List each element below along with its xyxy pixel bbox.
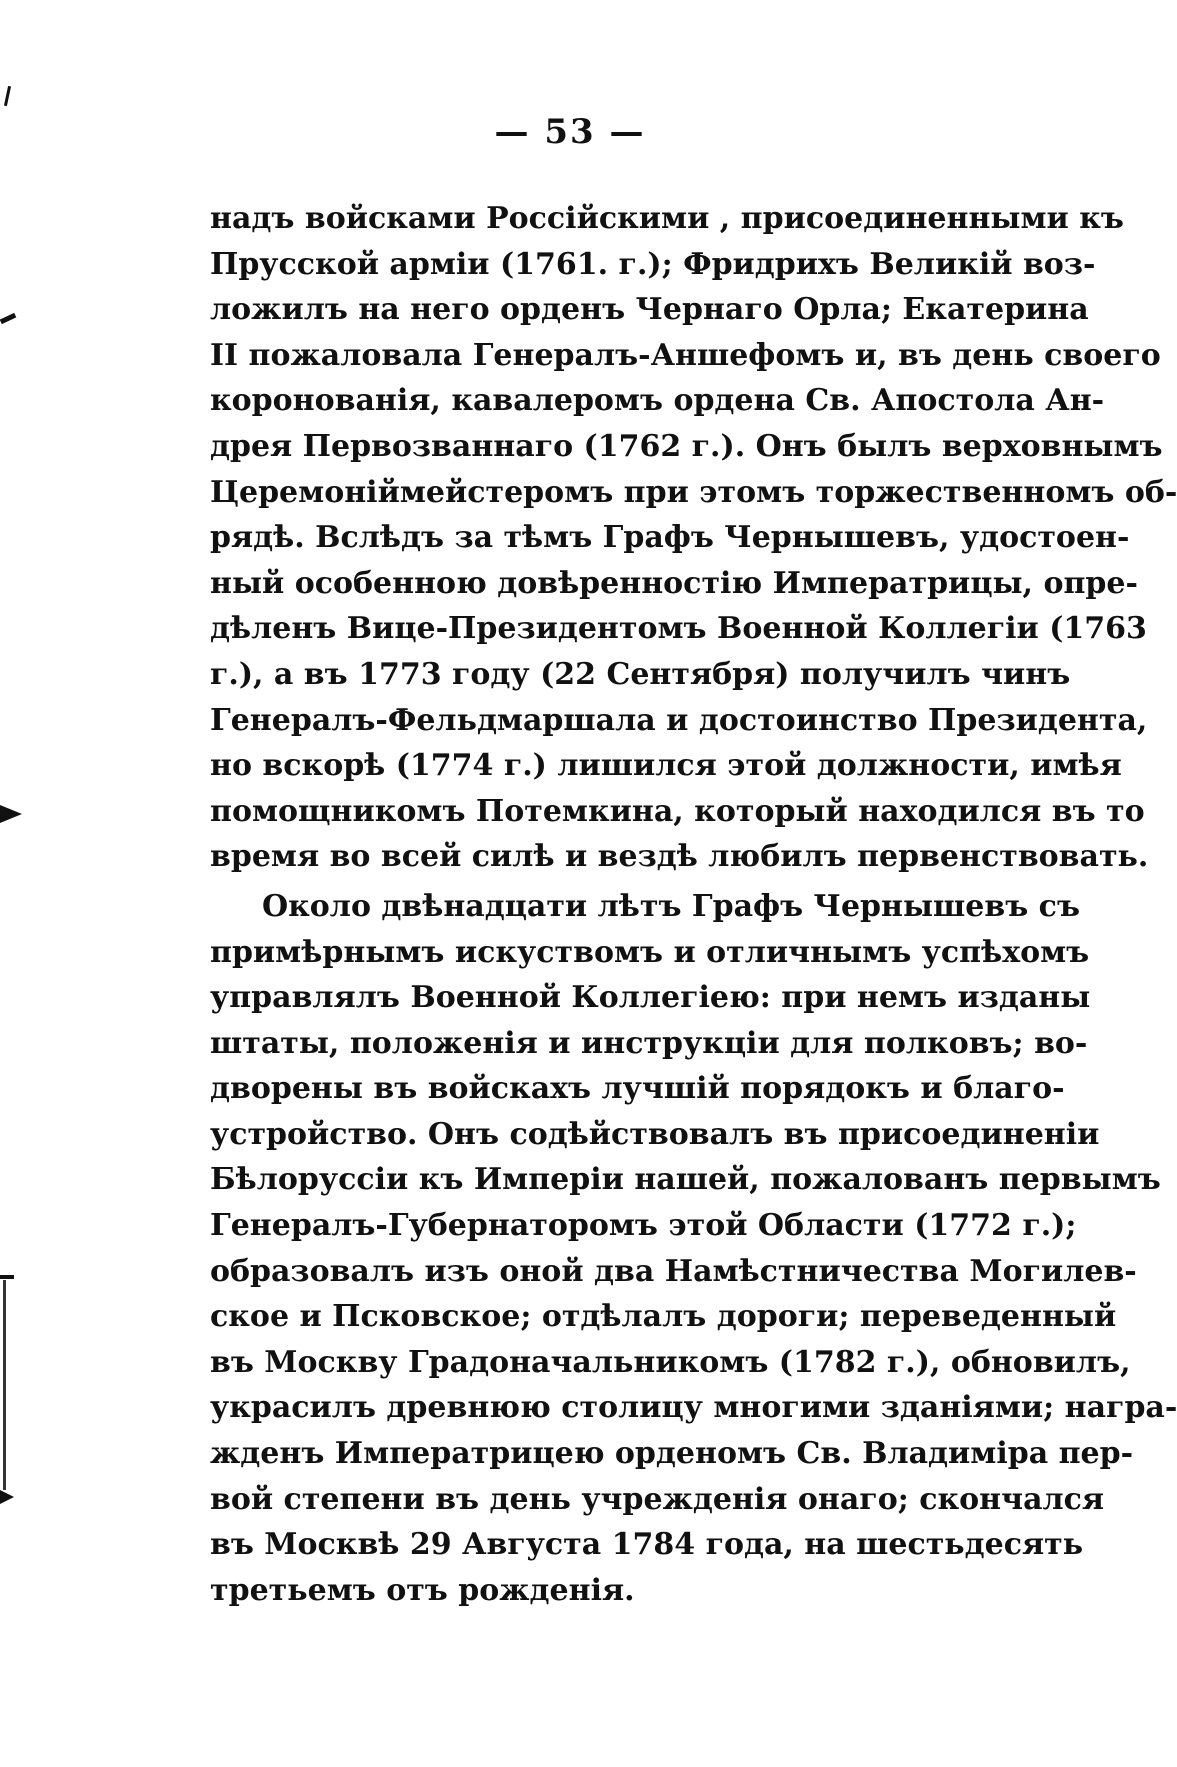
text-line: время во всей силѣ и вездѣ любилъ первенствовать. [210,839,1149,875]
text-line: въ Москву Градоначальникомъ (1782 г.), обновилъ, [210,1344,1131,1380]
text-line: но вскорѣ (1774 г.) лишился этой должности, имѣя [210,748,1122,784]
text-line: Генералъ-Фельдмаршала и достоинство Президента, [210,702,1148,738]
text-line: ложилъ на него орденъ Чернаго Орла; Екатерина [210,292,1089,328]
paragraph-2 [210,884,1177,1614]
text-line: рядѣ. Вслѣдъ за тѣмъ Графъ Чернышевъ, удостоен- [210,520,1130,556]
text-line: дрея Первозваннаго (1762 г.). Онъ былъ верховнымъ [210,428,1163,464]
text-line: устройство. Онъ содѣйствовалъ въ присоединеніи [210,1116,1100,1152]
text-line: вой степени въ день учрежденія онаго; скончался [210,1481,1105,1517]
text-line: дѣленъ Вице-Президентомъ Военной Коллегіи (1763 [210,611,1147,647]
text-line: дворены въ войскахъ лучшій порядокъ и благо- [210,1071,1065,1107]
body-text [210,196,1177,1613]
text-line: Около двѣнадцати лѣтъ Графъ Чернышевъ съ [262,888,1080,924]
text-line: примѣрнымъ искуствомъ и отличнымъ успѣхомъ [210,934,1090,970]
scan-mark [3,1280,6,1490]
scan-mark [0,1275,14,1279]
text-line: штаты, положенія и инструкціи для полковъ; во- [210,1025,1088,1061]
text-line: ское и Псковское; отдѣлалъ дороги; переведенный [210,1299,1117,1335]
text-line: Прусской арміи (1761. г.); Фридрихъ Великій воз- [210,246,1096,282]
text-line: г.), а въ 1773 году (22 Сентября) получилъ чинъ [210,656,1071,692]
paragraph-1 [210,196,1177,880]
text-line: Церемоніймейстеромъ при этомъ торжественномъ об- [210,474,1177,510]
scan-mark [0,1490,14,1504]
text-line: третьемъ отъ рожденія. [210,1572,635,1608]
text-line: ный особенною довѣренностію Императрицы, опре- [210,565,1138,601]
text-line: управлялъ Военной Коллегіею: при немъ изданы [210,980,1091,1016]
text-line: жденъ Императрицею орденомъ Св. Владиміра пер- [210,1436,1134,1472]
text-line: Бѣлоруссіи къ Имперіи нашей, пожалованъ первымъ [210,1162,1161,1198]
scan-mark [4,86,11,106]
text-line: помощникомъ Потемкина, который находился въ то [210,793,1145,829]
text-line: образовалъ изъ оной два Намѣстничества Могилев- [210,1253,1137,1289]
page-number: — 53 — [494,112,646,152]
scan-mark [0,313,16,324]
text-line: коронованія, кавалеромъ ордена Св. Апостола Ан- [210,383,1105,419]
text-line: въ Москвѣ 29 Августа 1784 года, на шестьдесять [210,1527,1084,1563]
text-line: надъ войсками Россійскими , присоединенными къ [210,201,1124,236]
scan-mark [0,805,22,823]
text-line: Генералъ-Губернаторомъ этой Области (1772 г.); [210,1208,1077,1244]
text-line: II пожаловала Генералъ-Аншефомъ и, въ день своего [210,337,1161,373]
text-line: украсилъ древнюю столицу многими зданіями; награ- [210,1390,1177,1426]
